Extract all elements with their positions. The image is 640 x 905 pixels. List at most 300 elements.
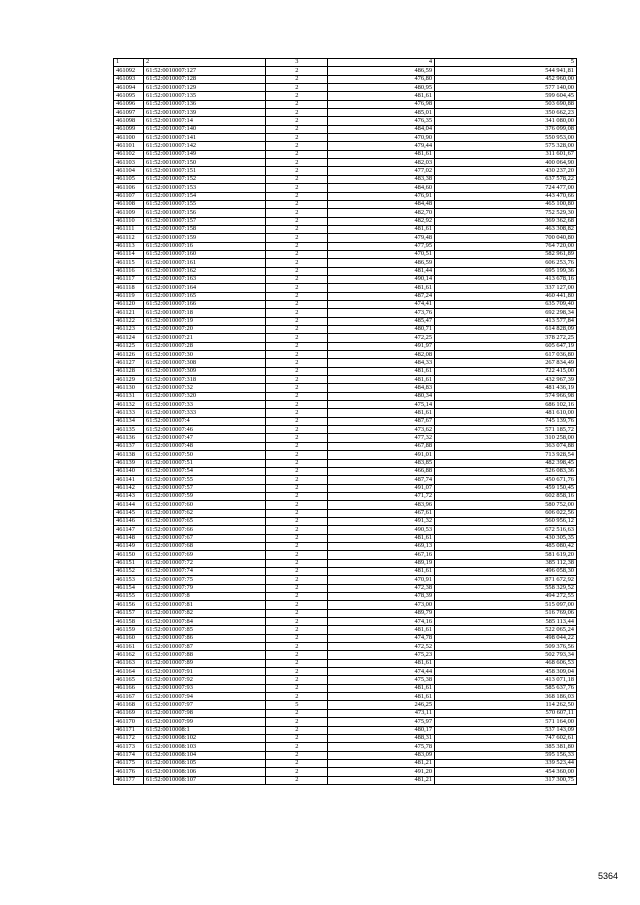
type-code-cell: 2 [266,776,328,784]
value-cell: 686 102,16 [435,401,577,409]
type-code-cell: 2 [266,526,328,534]
value-cell: 376 099,08 [435,125,577,133]
value-cell: 468 606,53 [435,659,577,667]
type-code-cell: 2 [266,684,328,692]
row-number-cell: 461171 [114,726,144,734]
row-number-cell: 461162 [114,651,144,659]
row-number-cell: 461150 [114,551,144,559]
value-cell: 570 607,11 [435,709,577,717]
type-code-cell: 2 [266,351,328,359]
row-number-cell: 461101 [114,142,144,150]
type-code-cell: 2 [266,709,328,717]
table-row [114,259,577,267]
cadastral-number-cell: 61:52:0010007:151 [144,167,266,175]
row-number-cell: 461108 [114,200,144,208]
type-code-cell: 2 [266,726,328,734]
table-row [114,317,577,325]
cadastral-number-cell: 61:52:0010007:136 [144,100,266,108]
table-row [114,392,577,400]
table-row [114,709,577,717]
value-cell: 752 529,30 [435,209,577,217]
table-row [114,426,577,434]
table-row [114,567,577,575]
cadastral-number-cell: 61:52:0010007:68 [144,542,266,550]
row-number-cell: 461123 [114,326,144,334]
type-code-cell: 2 [266,100,328,108]
row-number-cell: 461142 [114,484,144,492]
type-code-cell: 2 [266,401,328,409]
row-number-cell: 461169 [114,709,144,717]
type-code-cell: 2 [266,326,328,334]
table-row [114,401,577,409]
row-number-cell: 461121 [114,309,144,317]
value-cell: 713 928,54 [435,451,577,459]
area-cell: 474,78 [328,634,435,642]
cadastral-number-cell: 61:52:0010007:99 [144,718,266,726]
row-number-cell: 461155 [114,593,144,601]
cadastral-number-cell: 61:52:0010007:308 [144,359,266,367]
table-row [114,209,577,217]
value-cell: 363 074,88 [435,442,577,450]
cadastral-number-cell: 61:52:0010007:161 [144,259,266,267]
row-number-cell: 461159 [114,626,144,634]
row-number-cell: 461128 [114,367,144,375]
type-code-cell: 2 [266,67,328,75]
cadastral-number-cell: 61:52:0010007:59 [144,492,266,500]
type-code-cell: 2 [266,359,328,367]
row-number-cell: 461114 [114,250,144,258]
row-number-cell: 461174 [114,751,144,759]
type-code-cell: 2 [266,109,328,117]
type-code-cell: 2 [266,150,328,158]
area-cell: 474,16 [328,618,435,626]
value-cell: 310 258,00 [435,434,577,442]
cadastral-number-cell: 61:52:0010007:89 [144,659,266,667]
area-cell: 475,97 [328,718,435,726]
row-number-cell: 461092 [114,67,144,75]
value-cell: 575 328,00 [435,142,577,150]
value-cell: 378 272,25 [435,334,577,342]
area-cell: 481,61 [328,92,435,100]
table-row [114,109,577,117]
row-number-cell: 461151 [114,559,144,567]
value-cell: 432 967,39 [435,376,577,384]
type-code-cell: 2 [266,192,328,200]
cadastral-number-cell: 61:52:0010007:320 [144,392,266,400]
table-row [114,459,577,467]
type-code-cell: 2 [266,175,328,183]
table-row [114,167,577,175]
area-cell: 481,61 [328,284,435,292]
cadastral-number-cell: 61:52:0010007:28 [144,342,266,350]
value-cell: 430 237,20 [435,167,577,175]
type-code-cell: 2 [266,542,328,550]
type-code-cell: 2 [266,384,328,392]
area-cell: 481,61 [328,225,435,233]
type-code-cell: 2 [266,392,328,400]
row-number-cell: 461168 [114,701,144,709]
row-number-cell: 461126 [114,351,144,359]
column-header-4: 4 [328,59,435,67]
cadastral-number-cell: 61:52:0010007:87 [144,643,266,651]
cadastral-number-cell: 61:52:0010007:18 [144,309,266,317]
area-cell: 478,39 [328,593,435,601]
value-cell: 585 637,76 [435,684,577,692]
value-cell: 582 961,89 [435,250,577,258]
cadastral-number-cell: 61:52:0010007:14 [144,117,266,125]
type-code-cell: 2 [266,434,328,442]
row-number-cell: 461098 [114,117,144,125]
value-cell: 496 058,30 [435,567,577,575]
row-number-cell: 461137 [114,442,144,450]
table-row [114,501,577,509]
row-number-cell: 461119 [114,292,144,300]
value-cell: 341 080,00 [435,117,577,125]
value-cell: 614 828,09 [435,326,577,334]
row-number-cell: 461102 [114,150,144,158]
type-code-cell: 2 [266,467,328,475]
type-code-cell: 2 [266,342,328,350]
row-number-cell: 461139 [114,459,144,467]
row-number-cell: 461166 [114,684,144,692]
page-number: 5364 [597,871,618,881]
type-code-cell: 2 [266,584,328,592]
cadastral-number-cell: 61:52:0010007:4 [144,417,266,425]
area-cell: 480,71 [328,326,435,334]
table-row [114,517,577,525]
value-cell: 522 065,24 [435,626,577,634]
area-cell: 489,79 [328,609,435,617]
row-number-cell: 461099 [114,125,144,133]
row-number-cell: 461106 [114,184,144,192]
value-cell: 571 185,72 [435,426,577,434]
row-number-cell: 461170 [114,718,144,726]
table-row [114,492,577,500]
area-cell: 481,21 [328,759,435,767]
value-cell: 544 941,81 [435,67,577,75]
value-cell: 571 164,00 [435,718,577,726]
type-code-cell: 2 [266,668,328,676]
table-row [114,743,577,751]
area-cell: 467,88 [328,442,435,450]
area-cell: 475,14 [328,401,435,409]
area-cell: 470,90 [328,134,435,142]
cadastral-number-cell: 61:52:0010007:86 [144,634,266,642]
table-row [114,117,577,125]
area-cell: 491,01 [328,451,435,459]
value-cell: 700 040,80 [435,234,577,242]
table-row [114,559,577,567]
type-code-cell: 2 [266,300,328,308]
row-number-cell: 461144 [114,501,144,509]
area-cell: 482,03 [328,159,435,167]
area-cell: 480,34 [328,392,435,400]
cadastral-number-cell: 61:52:0010007:30 [144,351,266,359]
row-number-cell: 461118 [114,284,144,292]
area-cell: 482,08 [328,351,435,359]
area-cell: 480,95 [328,84,435,92]
cadastral-number-cell: 61:52:0010007:74 [144,567,266,575]
type-code-cell: 2 [266,559,328,567]
table-row [114,776,577,784]
row-number-cell: 461164 [114,668,144,676]
value-cell: 450 671,76 [435,476,577,484]
row-number-cell: 461175 [114,759,144,767]
type-code-cell: 2 [266,759,328,767]
value-cell: 413 071,18 [435,676,577,684]
area-cell: 483,38 [328,175,435,183]
type-code-cell: 2 [266,601,328,609]
type-code-cell: 2 [266,75,328,83]
type-code-cell: 2 [266,242,328,250]
value-cell: 430 305,35 [435,534,577,542]
type-code-cell: 2 [266,676,328,684]
area-cell: 481,61 [328,367,435,375]
type-code-cell: 2 [266,426,328,434]
area-cell: 484,33 [328,359,435,367]
value-cell: 550 953,00 [435,134,577,142]
row-number-cell: 461158 [114,618,144,626]
table-row [114,409,577,417]
type-code-cell: 2 [266,159,328,167]
value-cell: 515 097,00 [435,601,577,609]
cadastral-number-cell: 61:52:0010007:162 [144,267,266,275]
value-cell: 871 672,92 [435,576,577,584]
table-row [114,542,577,550]
value-cell: 502 793,34 [435,651,577,659]
value-cell: 516 769,06 [435,609,577,617]
table-row [114,634,577,642]
type-code-cell: 2 [266,634,328,642]
area-cell: 470,51 [328,250,435,258]
type-code-cell: 2 [266,417,328,425]
type-code-cell: 2 [266,234,328,242]
value-cell: 503 690,88 [435,100,577,108]
row-number-cell: 461173 [114,743,144,751]
value-cell: 413 678,16 [435,275,577,283]
type-code-cell: 2 [266,451,328,459]
type-code-cell: 2 [266,659,328,667]
type-code-cell: 2 [266,275,328,283]
row-number-cell: 461163 [114,659,144,667]
value-cell: 692 298,34 [435,309,577,317]
value-cell: 599 604,45 [435,92,577,100]
area-cell: 467,16 [328,551,435,559]
table-row [114,434,577,442]
type-code-cell: 2 [266,743,328,751]
row-number-cell: 461133 [114,409,144,417]
type-code-cell: 5 [266,701,328,709]
table-row [114,92,577,100]
cadastral-number-cell: 61:52:0010007:94 [144,693,266,701]
cadastral-number-cell: 61:52:0010007:127 [144,67,266,75]
value-cell: 602 858,16 [435,492,577,500]
value-cell: 339 523,44 [435,759,577,767]
table-row [114,693,577,701]
area-cell: 473,76 [328,309,435,317]
cadastral-number-cell: 61:52:0010007:84 [144,618,266,626]
type-code-cell: 2 [266,476,328,484]
type-code-cell: 2 [266,92,328,100]
type-code-cell: 2 [266,250,328,258]
type-code-cell: 2 [266,317,328,325]
area-cell: 473,00 [328,601,435,609]
type-code-cell: 2 [266,768,328,776]
table-row [114,342,577,350]
area-cell: 491,32 [328,517,435,525]
value-cell: 526 083,36 [435,467,577,475]
table-row [114,417,577,425]
value-cell: 537 143,09 [435,726,577,734]
area-cell: 481,61 [328,684,435,692]
cadastral-number-cell: 61:52:0010007:66 [144,526,266,534]
type-code-cell: 2 [266,651,328,659]
area-cell: 484,83 [328,384,435,392]
value-cell: 635 709,40 [435,300,577,308]
row-number-cell: 461124 [114,334,144,342]
area-cell: 487,67 [328,417,435,425]
cadastral-number-cell: 61:52:0010007:129 [144,84,266,92]
area-cell: 467,61 [328,509,435,517]
cadastral-number-cell: 61:52:0010008:105 [144,759,266,767]
area-cell: 475,78 [328,743,435,751]
area-cell: 483,85 [328,459,435,467]
area-cell: 476,35 [328,117,435,125]
row-number-cell: 461141 [114,476,144,484]
area-cell: 474,41 [328,300,435,308]
value-cell: 413 577,84 [435,317,577,325]
type-code-cell: 2 [266,567,328,575]
cadastral-number-cell: 61:52:0010007:81 [144,601,266,609]
value-cell: 317 300,75 [435,776,577,784]
row-number-cell: 461104 [114,167,144,175]
table-row [114,584,577,592]
value-cell: 458 309,04 [435,668,577,676]
cadastral-number-cell: 61:52:0010007:156 [144,209,266,217]
row-number-cell: 461177 [114,776,144,784]
area-cell: 246,25 [328,701,435,709]
value-cell: 481 610,00 [435,409,577,417]
row-number-cell: 461111 [114,225,144,233]
value-cell: 560 956,12 [435,517,577,525]
cadastral-number-cell: 61:52:0010007:153 [144,184,266,192]
table-row [114,284,577,292]
area-cell: 484,04 [328,125,435,133]
cadastral-number-cell: 61:52:0010007:72 [144,559,266,567]
type-code-cell: 2 [266,517,328,525]
row-number-cell: 461153 [114,576,144,584]
value-cell: 617 036,80 [435,351,577,359]
row-number-cell: 461110 [114,217,144,225]
row-number-cell: 461148 [114,534,144,542]
type-code-cell: 2 [266,718,328,726]
row-number-cell: 461130 [114,384,144,392]
table-row [114,300,577,308]
area-cell: 477,95 [328,242,435,250]
row-number-cell: 461120 [114,300,144,308]
row-number-cell: 461113 [114,242,144,250]
table-row [114,142,577,150]
value-cell: 581 619,20 [435,551,577,559]
table-row [114,576,577,584]
row-number-cell: 461138 [114,451,144,459]
type-code-cell: 2 [266,284,328,292]
area-cell: 491,20 [328,768,435,776]
area-cell: 479,44 [328,142,435,150]
area-cell: 476,91 [328,192,435,200]
value-cell: 722 415,00 [435,367,577,375]
table-row [114,768,577,776]
row-number-cell: 461161 [114,643,144,651]
row-number-cell: 461156 [114,601,144,609]
table-row [114,734,577,742]
type-code-cell: 2 [266,217,328,225]
row-number-cell: 461140 [114,467,144,475]
cadastral-number-cell: 61:52:0010007:140 [144,125,266,133]
area-cell: 466,88 [328,467,435,475]
type-code-cell: 2 [266,751,328,759]
value-cell: 577 140,00 [435,84,577,92]
area-cell: 482,70 [328,209,435,217]
type-code-cell: 2 [266,209,328,217]
cadastral-number-cell: 61:52:0010007:164 [144,284,266,292]
cadastral-number-cell: 61:52:0010007:55 [144,476,266,484]
value-cell: 443 470,66 [435,192,577,200]
value-cell: 460 441,80 [435,292,577,300]
cadastral-number-cell: 61:52:0010007:154 [144,192,266,200]
table-row [114,509,577,517]
value-cell: 465 100,80 [435,200,577,208]
area-cell: 481,61 [328,659,435,667]
row-number-cell: 461095 [114,92,144,100]
table-row [114,668,577,676]
cadastral-number-cell: 61:52:0010007:82 [144,609,266,617]
cadastral-number-cell: 61:52:0010007:93 [144,684,266,692]
type-code-cell: 2 [266,551,328,559]
type-code-cell: 2 [266,643,328,651]
value-cell: 724 477,00 [435,184,577,192]
value-cell: 595 156,33 [435,751,577,759]
area-cell: 481,44 [328,267,435,275]
value-cell: 350 662,23 [435,109,577,117]
area-cell: 473,62 [328,426,435,434]
table-header-row [114,59,577,67]
row-number-cell: 461165 [114,676,144,684]
table-body [114,67,577,785]
row-number-cell: 461129 [114,376,144,384]
row-number-cell: 461131 [114,392,144,400]
area-cell: 475,38 [328,676,435,684]
column-header-3: 3 [266,59,328,67]
area-cell: 481,61 [328,693,435,701]
cadastral-number-cell: 61:52:0010007:152 [144,175,266,183]
row-number-cell: 461136 [114,434,144,442]
table-row [114,684,577,692]
area-cell: 475,23 [328,651,435,659]
table-row [114,75,577,83]
type-code-cell: 2 [266,501,328,509]
area-cell: 486,59 [328,67,435,75]
value-cell: 337 127,00 [435,284,577,292]
type-code-cell: 2 [266,509,328,517]
cadastral-number-cell: 61:52:0010007:51 [144,459,266,467]
value-cell: 637 578,22 [435,175,577,183]
value-cell: 454 360,00 [435,768,577,776]
row-number-cell: 461107 [114,192,144,200]
table-row [114,526,577,534]
area-cell: 476,80 [328,75,435,83]
cadastral-number-cell: 61:52:0010007:65 [144,517,266,525]
